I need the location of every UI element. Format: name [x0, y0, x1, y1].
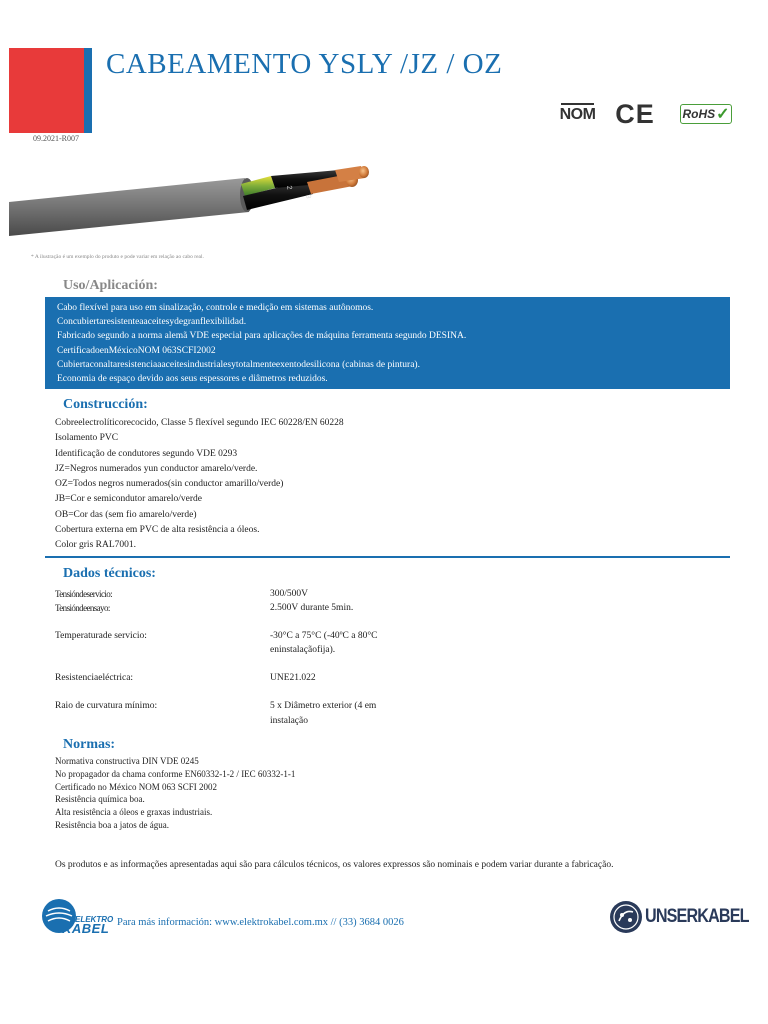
tech-value-temperatura: -30°C a 75°C (-40ºC a 80°C — [270, 631, 378, 641]
tech-value-tension-servicio: 300/500V — [270, 589, 308, 599]
normas-line: Resistência química boa. — [55, 794, 145, 805]
normas-line: Certificado no México NOM 063 SCFI 2002 — [55, 781, 217, 792]
construccion-line: OZ=Todos negros numerados(sin conductor amarillo/verde) — [55, 479, 284, 490]
normas-list — [55, 755, 295, 832]
elektro-wordmark: ELEKTRO — [75, 915, 114, 924]
uso-line: Economia de espaço devido aos seus espessores e diâmetros reduzidos. — [57, 374, 328, 385]
checkmark-icon: ✓ — [716, 106, 730, 123]
elektrokabel-logo — [42, 899, 114, 936]
disclaimer-text: Os produtos e as informações apresentadas aqui são para cálculos técnicos, os valores expressos são nominais e podem variar durante a fabricação. — [55, 860, 614, 870]
core-number-2: 2 — [285, 185, 293, 191]
uso-line: Concubiertaresistenteaaceitesydegranflexibilidad. — [57, 317, 247, 328]
illustration-footnote: * A ilustração é um exemplo do produto e pode variar em relação ao cabo real. — [31, 254, 204, 260]
rohs-label: RoHS — [682, 107, 716, 121]
construccion-line: OB=Cor das (sem fio amarelo/verde) — [55, 509, 197, 520]
uso-heading: Uso/Aplicación: — [63, 278, 158, 293]
section-divider — [45, 556, 730, 558]
unserkabel-logo — [610, 900, 749, 934]
header-red-block — [9, 48, 84, 133]
uso-line: CertificadoenMéxicoNOM 063SCFI2002 — [57, 345, 216, 356]
tech-value-temperatura-cont: eninstalaçãofija). — [270, 645, 336, 655]
contact-info: Para más información: www.elektrokabel.com.mx // (33) 3684 0026 — [117, 917, 404, 928]
tech-value-raio-curvatura: 5 x Diâmetro exterior (4 em — [270, 701, 377, 711]
tech-label-raio-curvatura: Raio de curvatura mínimo: — [55, 701, 158, 711]
tech-label-temperatura: Temperaturade servicio: — [55, 631, 147, 641]
uso-box — [45, 297, 730, 389]
tech-value-tension-ensayo: 2.500V durante 5min. — [270, 603, 354, 613]
tech-label-tension-servicio: Tensióndeservicio: — [55, 589, 113, 599]
tech-label-resistencia: Resistenciaeléctrica: — [55, 673, 134, 683]
normas-line: Normativa constructiva DIN VDE 0245 — [55, 756, 199, 766]
document-code: 09.2021-R007 — [33, 134, 79, 143]
construccion-line: Isolamento PVC — [55, 433, 119, 444]
construccion-line: Cobreelectrolíticorecocido, Classe 5 flexível segundo IEC 60228/EN 60228 — [55, 418, 344, 428]
uso-line: Cabo flexível para uso em sinalização, controle e medição em sistemas autônomos. — [57, 303, 374, 313]
ce-certification-logo: CE — [615, 98, 655, 129]
cable-sheath — [9, 178, 251, 236]
normas-line: Resistência boa a jatos de água. — [55, 819, 169, 830]
uso-line: Cubiertaconaltaresistenciaaaceitesindustrialesytotalmenteexentodesilicona (cabinas de pintura). — [57, 359, 420, 370]
page-title: CABEAMENTO YSLY /JZ / OZ — [106, 48, 503, 80]
construccion-line: Identificação de condutores segundo VDE 0293 — [55, 448, 238, 459]
tech-value-resistencia: UNE21.022 — [270, 673, 316, 683]
construccion-line: Cobertura externa em PVC de alta resistência a óleos. — [55, 525, 260, 536]
tech-value-raio-curvatura-cont: instalação — [270, 716, 308, 726]
normas-line: Alta resistência a óleos e graxas industriais. — [55, 807, 213, 818]
rohs-certification-logo — [680, 104, 732, 124]
construccion-line: JB=Cor e semicondutor amarelo/verde — [55, 494, 203, 505]
construccion-list — [55, 416, 344, 554]
core-number-3: 3 — [304, 194, 312, 200]
unserkabel-wordmark: UNSERKABEL — [645, 906, 749, 927]
construccion-line: JZ=Negros numerados yun conductor amarelo/verde. — [55, 463, 258, 474]
kabel-wordmark: KABEL — [62, 921, 110, 936]
construccion-line: Color gris RAL7001. — [55, 540, 137, 551]
unserkabel-emblem-icon — [610, 901, 642, 933]
normas-line: No propagador da chama conforme EN60332-1-2 / IEC 60332-1-1 — [55, 768, 296, 779]
nom-certification-logo: NOM — [561, 103, 594, 125]
uso-line: Fabricado segundo a norma alemã VDE especial para aplicações de máquina ferramenta segundo DESINA. — [57, 331, 467, 342]
copper-end-2 — [359, 166, 369, 178]
cable-illustration — [9, 166, 369, 240]
header-blue-bar — [84, 48, 92, 133]
dados-heading: Dados técnicos: — [63, 566, 156, 581]
normas-heading: Normas: — [63, 737, 116, 752]
construccion-heading: Construcción: — [63, 397, 148, 412]
tech-label-tension-ensayo: Tensióndeensayo: — [55, 603, 110, 613]
